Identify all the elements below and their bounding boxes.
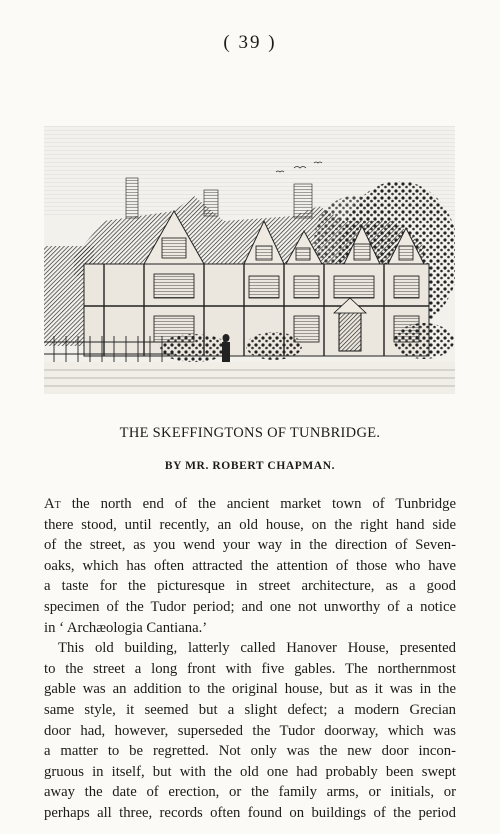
paragraph-2-line: perhaps all three, records often found on buildings of the period bbox=[44, 804, 456, 821]
paragraph-1-line-1 bbox=[44, 494, 456, 515]
paragraph-1-line: specimen of the Tudor period; and one not unworthy of a notice bbox=[44, 598, 456, 615]
paragraph-2-line: gable was an addition to the original house, but as it was in the bbox=[44, 681, 456, 698]
article-author: BY MR. ROBERT CHAPMAN. bbox=[164, 460, 336, 472]
paragraph-2-line: a matter to be regretted. Not only was the new door incon- bbox=[44, 743, 456, 760]
paragraph-2-line: This old building, latterly called Hanover House, presented bbox=[58, 640, 456, 657]
paragraph-2-line: to the street a long front with five gables. The northernmost bbox=[44, 660, 456, 677]
paragraph-1-line: of the street, as you wend your way in the direction of Seven- bbox=[44, 537, 456, 554]
engraving-hanover-house bbox=[44, 126, 455, 394]
paragraph-2-line: away the date of erection, or the family arms, or initials, or bbox=[44, 784, 456, 801]
paragraph-1-line: there stood, until recently, an old house, on the right hand side bbox=[44, 516, 456, 533]
drop-cap: At bbox=[44, 496, 61, 512]
paragraph-1-line-1-text: the north end of the ancient market town of Tunbridge bbox=[60, 496, 456, 512]
paragraph-1-line: in ‘ Archæologia Cantiana.’ bbox=[44, 619, 208, 636]
paragraph-1-line: oaks, which has often attracted the attention of those who have bbox=[44, 557, 456, 574]
paragraph-1-line: a taste for the picturesque in street architecture, as a good bbox=[44, 578, 456, 595]
article-title: THE SKEFFINGTONS OF TUNBRIDGE. bbox=[119, 425, 381, 441]
article-body bbox=[44, 494, 456, 824]
paragraph-2-line: gruous in itself, but with the old one had probably been swept bbox=[44, 763, 456, 780]
paragraph-2-line: door had, however, superseded the Tudor doorway, which was bbox=[44, 722, 456, 739]
paragraph-2-line: same style, it seemed but a slight defect; a modern Grecian bbox=[44, 701, 456, 718]
page-number: ( 39 ) bbox=[223, 32, 277, 53]
